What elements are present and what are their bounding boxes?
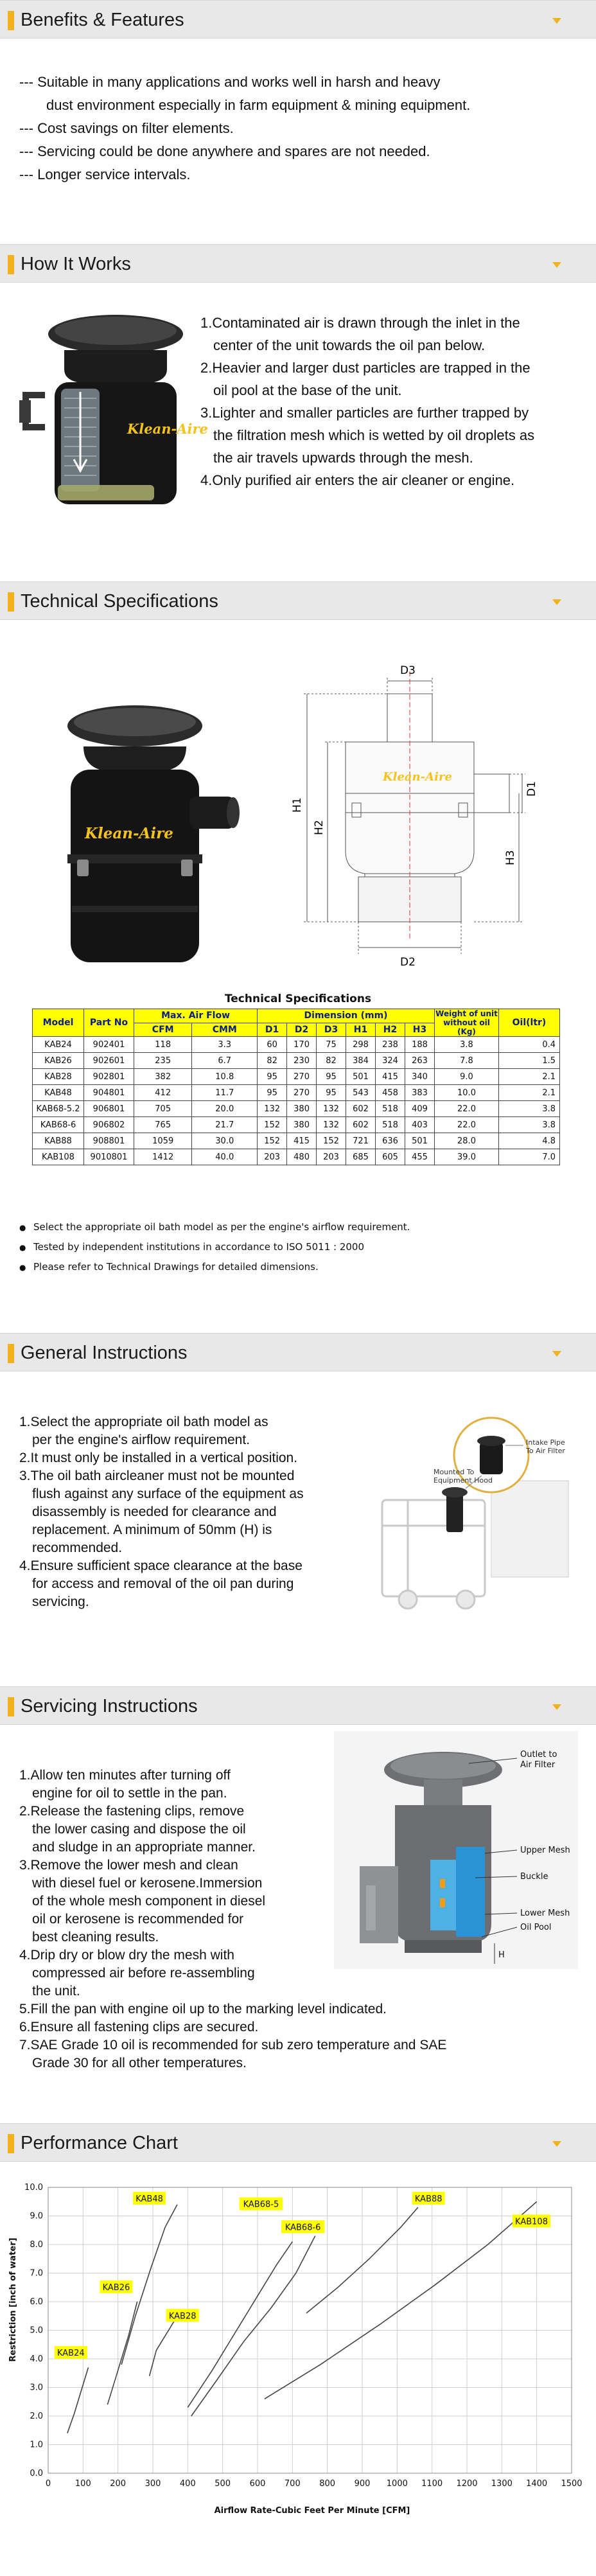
table-cell: 188 — [405, 1037, 434, 1053]
instruction-item: 1.Allow ten minutes after turning off — [19, 1768, 231, 1783]
list-item-cont: dust environment especially in farm equipment & mining equipment. — [46, 97, 471, 113]
table-cell: 1.5 — [499, 1053, 560, 1069]
header-accent — [8, 592, 14, 612]
table-cell: 203 — [317, 1149, 346, 1165]
table-row — [33, 1133, 560, 1149]
table-cell: 455 — [405, 1149, 434, 1165]
list-item: --- Cost savings on filter elements. — [19, 120, 234, 136]
table-cell: 382 — [134, 1069, 192, 1085]
section-how-it-works — [0, 244, 596, 578]
table-cell: 383 — [405, 1085, 434, 1101]
brand-logo: Klean-Aire — [85, 825, 173, 842]
y-axis-label: Restriction [inch of water] — [8, 2237, 18, 2362]
header-accent — [8, 255, 14, 274]
list-item: --- Servicing could be done anywhere and spares are not needed. — [19, 143, 430, 159]
step-item: 4.Only purified air enters the air cleaner or engine. — [200, 472, 515, 488]
instruction-item: 4.Ensure sufficient space clearance at the base — [19, 1558, 302, 1573]
col-h2: H2 — [376, 1023, 405, 1037]
table-cell: KAB108 — [33, 1149, 84, 1165]
y-tick-label: 3.0 — [30, 2383, 43, 2393]
header-accent — [8, 11, 14, 30]
table-cell: 3.8 — [435, 1037, 499, 1053]
x-tick-label: 700 — [284, 2479, 301, 2489]
table-cell: 235 — [134, 1053, 192, 1069]
callout-h: H — [498, 1950, 505, 1960]
chart-series — [67, 2201, 537, 2433]
spec-table-body — [33, 1037, 560, 1165]
table-cell: 605 — [376, 1149, 405, 1165]
col-cmm: CMM — [192, 1023, 258, 1037]
table-cell: 340 — [405, 1069, 434, 1085]
y-tick-label: 8.0 — [30, 2240, 43, 2250]
section-general-instructions — [0, 1333, 596, 1673]
air-cleaner-product-photo — [39, 700, 244, 983]
table-cell: 0.4 — [499, 1037, 560, 1053]
instruction-item: 1.Select the appropriate oil bath model as — [19, 1415, 268, 1429]
series-line-kab26 — [107, 2302, 137, 2404]
table-cell: 7.0 — [499, 1149, 560, 1165]
table-cell: 518 — [376, 1117, 405, 1133]
instruction-item-cont: the unit. — [32, 1984, 80, 1998]
table-cell: 1059 — [134, 1133, 192, 1149]
col-d1: D1 — [258, 1023, 287, 1037]
x-tick-label: 100 — [74, 2479, 91, 2489]
table-cell: 152 — [258, 1117, 287, 1133]
y-tick-label: 10.0 — [24, 2183, 43, 2192]
brand-logo: Klean-Aire — [383, 770, 452, 784]
table-cell: 60 — [258, 1037, 287, 1053]
table-cell: 685 — [346, 1149, 376, 1165]
y-tick-label: 1.0 — [30, 2440, 43, 2450]
table-cell: 705 — [134, 1101, 192, 1117]
section-title: Servicing Instructions — [21, 1696, 198, 1716]
table-cell: 1412 — [134, 1149, 192, 1165]
instruction-item-cont: Grade 30 for all other temperatures. — [32, 2056, 247, 2070]
x-tick-label: 0 — [45, 2479, 51, 2489]
dim-label-d2: D2 — [400, 956, 416, 969]
table-cell: 415 — [287, 1133, 317, 1149]
table-cell: 4.8 — [499, 1133, 560, 1149]
table-cell: 902801 — [84, 1069, 134, 1085]
series-tag-kab28: KAB28 — [168, 2311, 197, 2322]
bullet-icon: ● — [19, 1263, 26, 1272]
dim-label-h1: H1 — [291, 797, 304, 813]
table-cell: 82 — [317, 1053, 346, 1069]
x-tick-label: 600 — [249, 2479, 266, 2489]
y-tick-label: 0.0 — [30, 2469, 43, 2478]
table-cell: 203 — [258, 1149, 287, 1165]
callout-mounted-2: Equipment Hood — [434, 1476, 493, 1485]
table-cell: 95 — [258, 1085, 287, 1101]
table-cell: 270 — [287, 1069, 317, 1085]
header-accent — [8, 1344, 14, 1363]
table-cell: 95 — [317, 1085, 346, 1101]
step-item: 3.Lighter and smaller particles are further trapped by — [200, 405, 529, 421]
list-item: --- Suitable in many applications and works well in harsh and heavy — [19, 74, 441, 90]
table-cell: 324 — [376, 1053, 405, 1069]
series-tag-kab108: KAB108 — [515, 2217, 548, 2227]
series-tag-kab48: KAB48 — [136, 2194, 163, 2204]
table-cell: 9.0 — [435, 1069, 499, 1085]
instruction-item-cont: recommended. — [32, 1540, 123, 1555]
table-cell: 75 — [317, 1037, 346, 1053]
y-tick-label: 5.0 — [30, 2325, 43, 2336]
table-row — [33, 1037, 560, 1053]
section-title: Performance Chart — [21, 2133, 178, 2153]
section-header — [0, 0, 596, 39]
dim-label-h3: H3 — [504, 850, 517, 865]
instruction-item-cont: servicing. — [32, 1594, 89, 1609]
note-text: Please refer to Technical Drawings for detailed dimensions. — [33, 1261, 319, 1273]
step-item-cont: oil pool at the base of the unit. — [213, 382, 402, 398]
bullet-icon: ● — [19, 1243, 26, 1252]
table-cell: 3.3 — [192, 1037, 258, 1053]
instruction-item-cont: oil or kerosene is recommended for — [32, 1912, 244, 1927]
series-line-kab28 — [150, 2313, 179, 2376]
table-cell: 2.1 — [499, 1069, 560, 1085]
instruction-item-cont: the lower casing and dispose the oil — [32, 1822, 246, 1837]
table-cell: 403 — [405, 1117, 434, 1133]
table-cell: 40.0 — [192, 1149, 258, 1165]
col-weight: Weight of unit without oil (Kg) — [435, 1009, 498, 1036]
table-cell: 2.1 — [499, 1085, 560, 1101]
y-tick-label: 4.0 — [30, 2354, 43, 2364]
dim-label-d1: D1 — [525, 781, 538, 797]
table-cell: 904801 — [84, 1085, 134, 1101]
spec-notes — [19, 1217, 410, 1277]
bullet-icon: ● — [19, 1223, 26, 1232]
servicing-cutaway-illustration — [334, 1731, 578, 1969]
table-cell: 906802 — [84, 1117, 134, 1133]
note-item — [19, 1257, 410, 1277]
callout-oil-pool: Oil Pool — [520, 1923, 552, 1932]
step-item-cont: the air travels upwards through the mesh. — [213, 450, 473, 466]
table-cell: 238 — [376, 1037, 405, 1053]
header-accent — [8, 2134, 14, 2153]
x-tick-label: 1500 — [561, 2479, 583, 2489]
table-row — [33, 1101, 560, 1117]
table-row — [33, 1053, 560, 1069]
instruction-item: 2.Release the fastening clips, remove — [19, 1804, 245, 1819]
table-cell: KAB68-6 — [33, 1117, 84, 1133]
table-cell: 22.0 — [435, 1117, 499, 1133]
chevron-down-icon[interactable] — [550, 1700, 564, 1714]
table-cell: 21.7 — [192, 1117, 258, 1133]
list-item: --- Longer service intervals. — [19, 166, 191, 182]
instruction-item-cont: flush against any surface of the equipment as — [32, 1486, 304, 1501]
table-cell: 765 — [134, 1117, 192, 1133]
instruction-item: 7.SAE Grade 10 oil is recommended for sub zero temperature and SAE — [19, 2038, 447, 2052]
table-cell: 152 — [317, 1133, 346, 1149]
table-cell: 412 — [134, 1085, 192, 1101]
callout-upper-mesh: Upper Mesh — [520, 1846, 570, 1855]
air-cleaner-cutaway-illustration — [19, 305, 208, 524]
table-cell: 95 — [258, 1069, 287, 1085]
table-cell: 3.8 — [499, 1117, 560, 1133]
callout-intake-2: To Air Filter — [526, 1447, 565, 1455]
table-cell: 11.7 — [192, 1085, 258, 1101]
col-h3: H3 — [405, 1023, 434, 1037]
x-tick-label: 1000 — [386, 2479, 408, 2489]
x-tick-label: 500 — [215, 2479, 231, 2489]
series-line-kab68-6 — [191, 2236, 315, 2416]
forklift-installation-illustration — [369, 1416, 581, 1609]
x-tick-label: 800 — [319, 2479, 336, 2489]
instruction-item-cont: engine for oil to settle in the pan. — [32, 1786, 227, 1801]
table-cell: 602 — [346, 1101, 376, 1117]
table-row — [33, 1069, 560, 1085]
x-tick-label: 1300 — [491, 2479, 513, 2489]
table-cell: 384 — [346, 1053, 376, 1069]
col-oil: Oil(ltr) — [499, 1009, 560, 1037]
instruction-item: 2.It must only be installed in a vertical position. — [19, 1451, 298, 1465]
table-cell: 7.8 — [435, 1053, 499, 1069]
table-cell: 902401 — [84, 1037, 134, 1053]
series-tag-kab24: KAB24 — [57, 2349, 85, 2359]
performance-chart — [0, 2171, 596, 2518]
chevron-down-icon[interactable] — [550, 595, 564, 609]
table-cell: 906801 — [84, 1101, 134, 1117]
instruction-item: 4.Drip dry or blow dry the mesh with — [19, 1948, 234, 1963]
instruction-item-cont: best cleaning results. — [32, 1930, 159, 1945]
y-tick-label: 9.0 — [30, 2211, 43, 2221]
col-dimension: Dimension (mm) — [258, 1009, 435, 1023]
table-cell: 380 — [287, 1101, 317, 1117]
instruction-item-cont: compressed air before re-assembling — [32, 1966, 255, 1981]
instruction-item-cont: replacement. A minimum of 50mm (H) is — [32, 1522, 272, 1537]
table-cell: 230 — [287, 1053, 317, 1069]
table-cell: 501 — [405, 1133, 434, 1149]
general-list — [19, 1413, 304, 1611]
table-cell: 501 — [346, 1069, 376, 1085]
table-cell: KAB68-5.2 — [33, 1101, 84, 1117]
x-tick-label: 300 — [145, 2479, 161, 2489]
table-cell: 480 — [287, 1149, 317, 1165]
instruction-item-cont: disassembly is needed for clearance and — [32, 1504, 277, 1519]
section-header — [0, 1686, 596, 1725]
technical-drawing — [288, 658, 570, 1018]
table-cell: 902601 — [84, 1053, 134, 1069]
instruction-item-cont: for access and removal of the oil pan during — [32, 1576, 294, 1591]
table-cell: 118 — [134, 1037, 192, 1053]
section-header — [0, 1333, 596, 1372]
section-header — [0, 581, 596, 620]
table-cell: 415 — [376, 1069, 405, 1085]
y-tick-label: 6.0 — [30, 2297, 43, 2307]
x-tick-label: 400 — [179, 2479, 196, 2489]
table-row — [33, 1085, 560, 1101]
table-cell: 10.8 — [192, 1069, 258, 1085]
series-tag-kab26: KAB26 — [102, 2282, 130, 2293]
table-cell: KAB48 — [33, 1085, 84, 1101]
chevron-down-icon[interactable] — [550, 1346, 564, 1361]
section-benefits — [0, 0, 596, 231]
note-text: Tested by independent institutions in accordance to ISO 5011 : 2000 — [33, 1241, 365, 1253]
header-accent — [8, 1697, 14, 1716]
table-cell: 602 — [346, 1117, 376, 1133]
dim-label-h2: H2 — [313, 820, 326, 835]
table-caption: Technical Specifications — [224, 992, 372, 1005]
section-title: General Instructions — [21, 1343, 188, 1363]
series-line-kab68-5 — [188, 2242, 292, 2408]
how-steps — [200, 312, 534, 491]
y-tick-label: 2.0 — [30, 2412, 43, 2421]
table-cell: KAB88 — [33, 1133, 84, 1149]
col-part: Part No — [84, 1009, 134, 1037]
section-title: Benefits & Features — [21, 10, 184, 30]
table-cell: 3.8 — [499, 1101, 560, 1117]
instruction-item-cont: per the engine's airflow requirement. — [32, 1433, 250, 1447]
table-cell: 380 — [287, 1117, 317, 1133]
instruction-item-cont: and sludge in an appropriate manner. — [32, 1840, 256, 1855]
section-servicing-instructions — [0, 1686, 596, 2113]
step-item: 2.Heavier and larger dust particles are trapped in the — [200, 360, 530, 376]
series-tag-kab68-5: KAB68-5 — [243, 2200, 279, 2210]
table-cell: 28.0 — [435, 1133, 499, 1149]
table-cell: 543 — [346, 1085, 376, 1101]
table-cell: 518 — [376, 1101, 405, 1117]
chevron-down-icon[interactable] — [550, 13, 564, 28]
x-axis-label: Airflow Rate-Cubic Feet Per Minute [CFM] — [214, 2506, 410, 2516]
callout-lower-mesh: Lower Mesh — [520, 1909, 570, 1918]
table-cell: 908801 — [84, 1133, 134, 1149]
table-cell: 10.0 — [435, 1085, 499, 1101]
col-model: Model — [33, 1009, 84, 1037]
x-tick-label: 1400 — [526, 2479, 548, 2489]
table-cell: 22.0 — [435, 1101, 499, 1117]
section-header — [0, 2123, 596, 2162]
table-cell: 458 — [376, 1085, 405, 1101]
section-title: How It Works — [21, 254, 131, 274]
spec-table — [32, 1009, 560, 1165]
table-cell: 170 — [287, 1037, 317, 1053]
series-tag-kab88: KAB88 — [414, 2194, 443, 2204]
table-cell: 95 — [317, 1069, 346, 1085]
table-cell: 152 — [258, 1133, 287, 1149]
callout-outlet-2: Air Filter — [520, 1760, 556, 1770]
table-cell: 132 — [317, 1117, 346, 1133]
table-row — [33, 1149, 560, 1165]
x-tick-label: 900 — [354, 2479, 371, 2489]
col-d3: D3 — [317, 1023, 346, 1037]
instruction-item: 3.The oil bath aircleaner must not be mounted — [19, 1469, 295, 1483]
col-h1: H1 — [346, 1023, 376, 1037]
table-cell: 636 — [376, 1133, 405, 1149]
table-cell: 132 — [258, 1101, 287, 1117]
x-tick-label: 200 — [110, 2479, 127, 2489]
instruction-item: 3.Remove the lower mesh and clean — [19, 1858, 238, 1873]
table-cell: 132 — [317, 1101, 346, 1117]
chevron-down-icon[interactable] — [550, 2137, 564, 2151]
x-tick-label: 1200 — [456, 2479, 478, 2489]
callout-outlet: Outlet to — [520, 1750, 557, 1760]
callout-mounted: Mounted To — [434, 1468, 475, 1476]
table-cell: 82 — [258, 1053, 287, 1069]
step-item-cont: center of the unit towards the oil pan below. — [213, 337, 486, 353]
y-tick-label: 7.0 — [30, 2268, 43, 2279]
table-cell: KAB26 — [33, 1053, 84, 1069]
x-tick-label: 1100 — [421, 2479, 443, 2489]
step-item-cont: the filtration mesh which is wetted by oil droplets as — [213, 427, 535, 443]
table-cell: 39.0 — [435, 1149, 499, 1165]
note-item — [19, 1237, 410, 1257]
col-cfm: CFM — [134, 1023, 192, 1037]
section-technical-specs — [0, 581, 596, 1320]
col-airflow: Max. Air Flow — [134, 1009, 258, 1023]
note-text: Select the appropriate oil bath model as per the engine's airflow requirement. — [33, 1221, 410, 1233]
instruction-item: 5.Fill the pan with engine oil up to the marking level indicated. — [19, 2002, 387, 2016]
step-item: 1.Contaminated air is drawn through the inlet in the — [200, 315, 520, 331]
table-cell: 9010801 — [84, 1149, 134, 1165]
table-row — [33, 1117, 560, 1133]
table-cell: KAB24 — [33, 1037, 84, 1053]
table-cell: 20.0 — [192, 1101, 258, 1117]
table-cell: 263 — [405, 1053, 434, 1069]
instruction-item-cont: of the whole mesh component in diesel — [32, 1894, 266, 1909]
col-d2: D2 — [287, 1023, 317, 1037]
callout-intake: Intake Pipe — [526, 1438, 565, 1447]
dim-label-d3: D3 — [400, 664, 416, 677]
instruction-item-cont: with diesel fuel or kerosene.Immersion — [32, 1876, 263, 1891]
table-cell: 298 — [346, 1037, 376, 1053]
brand-logo: Klean-Aire — [127, 421, 208, 437]
table-cell: 6.7 — [192, 1053, 258, 1069]
table-cell: 409 — [405, 1101, 434, 1117]
section-header — [0, 244, 596, 283]
chevron-down-icon[interactable] — [550, 258, 564, 272]
series-tag-kab68-6: KAB68-6 — [285, 2223, 321, 2233]
table-cell: KAB28 — [33, 1069, 84, 1085]
note-item — [19, 1217, 410, 1237]
instruction-item: 6.Ensure all fastening clips are secured. — [19, 2020, 259, 2034]
table-cell: 721 — [346, 1133, 376, 1149]
table-cell: 270 — [287, 1085, 317, 1101]
callout-buckle: Buckle — [520, 1872, 548, 1882]
benefits-list — [19, 71, 470, 186]
section-title: Technical Specifications — [21, 591, 218, 612]
series-line-kab24 — [67, 2367, 89, 2433]
section-performance-chart — [0, 2123, 596, 2576]
table-cell: 30.0 — [192, 1133, 258, 1149]
